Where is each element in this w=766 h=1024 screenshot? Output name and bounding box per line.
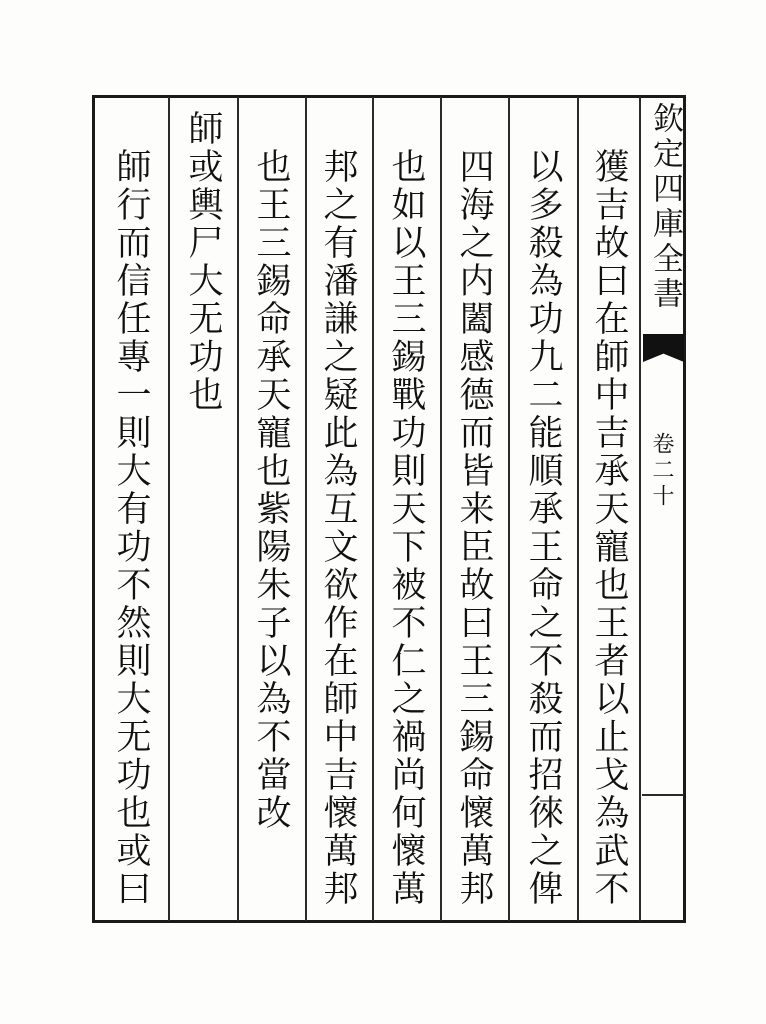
classic-text-column: 師或輿尸大无功也 (183, 110, 223, 414)
text-column-1: 獲吉故曰在師中吉承天寵也王者以止戈為武不 (589, 148, 629, 908)
column-rule (508, 97, 510, 921)
column-rule (168, 97, 170, 921)
text-column-4: 也如以王三錫戰功則天下被不仁之禍尚何懷萬 (386, 148, 426, 908)
text-column-3: 四海之内闔感德而皆来臣故曰王三錫命懷萬邦 (454, 148, 494, 908)
juan-label: 卷二十 (649, 432, 674, 510)
column-rule (577, 97, 579, 921)
series-title: 欽定四庫全書 (647, 102, 683, 312)
column-rule (372, 97, 374, 921)
text-column-5: 邦之有潘謙之疑此為互文欲作在師中吉懷萬邦 (318, 148, 358, 908)
text-column-2: 以多殺為功九二能順承王命之不殺而招徠之俾 (523, 148, 563, 908)
text-column-6: 也王三錫命承天寵也紫陽朱子以為不當改 (251, 148, 291, 832)
banxin-divider (642, 794, 684, 796)
column-rule (305, 97, 307, 921)
text-column-8: 師行而信任專一則大有功不然則大无功也或曰 (111, 148, 151, 908)
column-rule (440, 97, 442, 921)
column-rule (237, 97, 239, 921)
banxin-rule (639, 97, 641, 921)
